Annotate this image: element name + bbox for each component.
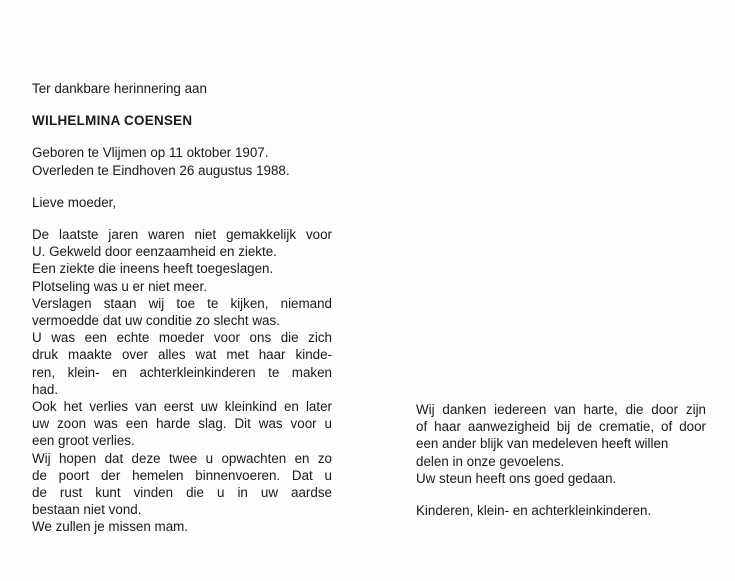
poem-line: uw zoon was een harde slag. Dit was voor u xyxy=(32,416,332,432)
thanks-line: Uw steun heeft ons goed gedaan. xyxy=(416,470,617,486)
poem-line: de poort der hemelen binnenvoeren. Dat u xyxy=(32,467,332,483)
poem-line: bestaan niet vond. xyxy=(32,502,142,518)
poem-line: De laatste jaren waren niet gemakkelijk voor xyxy=(32,227,332,243)
poem-line: vermoedde dat uw conditie zo slecht was. xyxy=(32,313,280,329)
poem-line: Wij hopen dat deze twee u opwachten en zo xyxy=(32,450,332,466)
death-line: Overleden te Eindhoven 26 augustus 1988. xyxy=(32,162,290,178)
thanks-line: een ander blijk van medeleven heeft willen xyxy=(416,436,669,452)
poem-line: had. xyxy=(32,381,59,397)
poem-line: de rust kunt vinden die u in uw aardse xyxy=(32,485,332,501)
poem-line: Verslagen staan wij toe te kijken, niemand xyxy=(32,295,332,311)
birth-line: Geboren te Vlijmen op 11 oktober 1907. xyxy=(32,145,269,161)
left-column xyxy=(32,80,332,536)
poem-line: Een ziekte die ineens heeft toegeslagen. xyxy=(32,261,274,277)
poem-line: We zullen je missen mam. xyxy=(32,519,189,535)
thanks-line: of haar aanwezigheid bij de crematie, of door xyxy=(416,419,706,435)
right-column xyxy=(416,401,706,519)
poem-line: Plotseling was u er niet meer. xyxy=(32,278,207,294)
thanks-line: delen in onze gevoelens. xyxy=(416,453,565,469)
thanks-paragraph xyxy=(416,401,706,487)
poem-line: U. Gekweld door eenzaamheid en ziekte. xyxy=(32,244,277,260)
salutation: Lieve moeder, xyxy=(32,194,117,210)
poem-line: druk maakte over alles wat met haar kinde- xyxy=(32,347,332,363)
intro-text: Ter dankbare herinnering aan xyxy=(32,81,207,96)
poem-line: U was een echte moeder voor ons die zich xyxy=(32,330,332,346)
thanks-line: Wij danken iedereen van harte, die door zijn xyxy=(416,402,706,417)
deceased-name: WILHELMINA COENSEN xyxy=(32,113,193,129)
poem xyxy=(32,226,332,536)
poem-line: Ook het verlies van eerst uw kleinkind en later xyxy=(32,399,332,415)
signature: Kinderen, klein- en achterkleinkinderen. xyxy=(416,503,652,519)
poem-line: een groot verlies. xyxy=(32,433,135,449)
poem-line: ren, klein- en achterkleinkinderen te maken xyxy=(32,364,332,380)
